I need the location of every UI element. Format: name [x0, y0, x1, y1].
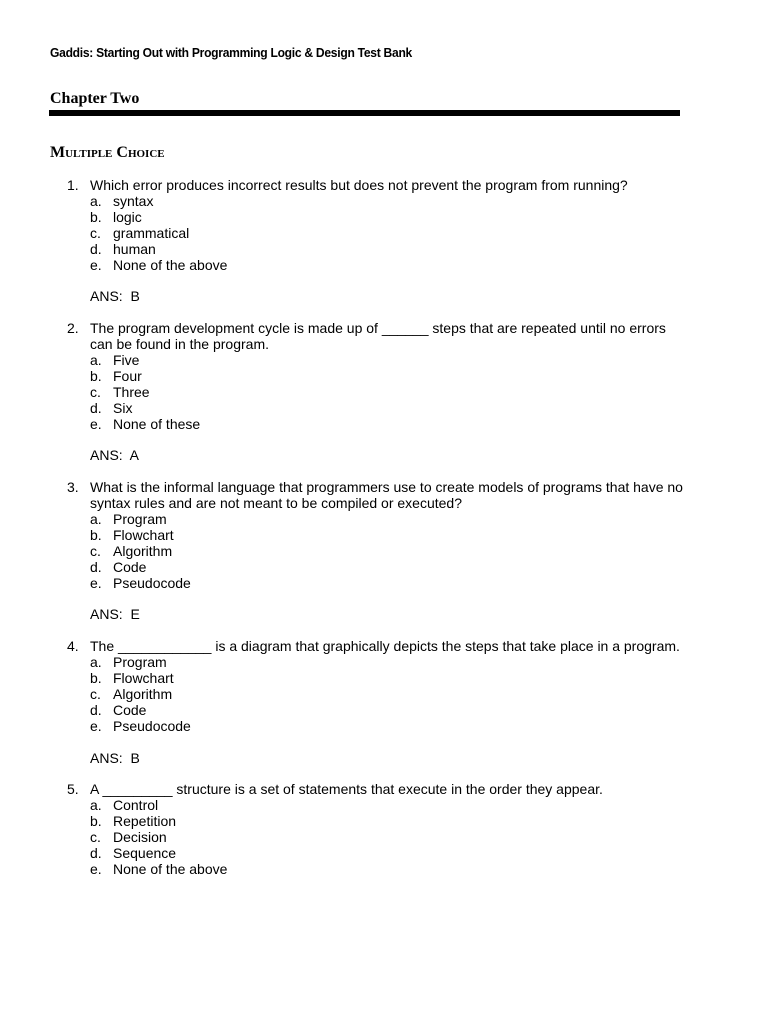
- option-text: logic: [113, 208, 142, 225]
- option-a: [0, 512, 768, 528]
- chapter-divider: [49, 110, 680, 116]
- question-3: [0, 480, 768, 623]
- question-text: Which error produces incorrect results but does not prevent the program from running?: [90, 177, 628, 193]
- option-d: [0, 846, 768, 862]
- answer-key: ANS: A: [90, 447, 140, 464]
- option-letter: a.: [90, 192, 102, 209]
- option-b: [0, 210, 768, 226]
- option-text: Program: [113, 510, 167, 527]
- option-text: grammatical: [113, 224, 190, 241]
- question-1: [0, 178, 768, 305]
- option-e: [0, 862, 768, 878]
- option-text: Flowchart: [113, 526, 174, 543]
- question-text: A _________ structure is a set of statements that execute in the order they appear.: [90, 781, 603, 798]
- option-letter: c.: [90, 685, 101, 702]
- option-text: Code: [113, 558, 147, 575]
- option-a: [0, 655, 768, 671]
- option-e: [0, 576, 768, 592]
- option-text: syntax: [113, 192, 154, 209]
- option-d: [0, 401, 768, 417]
- option-letter: b.: [90, 208, 102, 225]
- option-c: [0, 385, 768, 401]
- option-text: Algorithm: [113, 542, 173, 559]
- option-text: Sequence: [113, 844, 177, 861]
- question-list: [0, 178, 768, 894]
- question-number: 3.: [67, 479, 79, 496]
- option-e: [0, 258, 768, 274]
- option-letter: d.: [90, 399, 102, 416]
- answer-key: ANS: B: [90, 749, 140, 766]
- option-letter: b.: [90, 813, 102, 830]
- option-e: [0, 719, 768, 735]
- option-text: Algorithm: [113, 685, 173, 702]
- option-e: [0, 417, 768, 433]
- option-text: Pseudocode: [113, 717, 191, 734]
- option-letter: d.: [90, 240, 102, 257]
- option-letter: d.: [90, 701, 102, 718]
- option-c: [0, 544, 768, 560]
- option-letter: e.: [90, 574, 102, 591]
- option-letter: e.: [90, 860, 102, 877]
- question-stem: [0, 639, 690, 655]
- question-text: The program development cycle is made up of ______ steps that are repeated until no errors can be found in the program.: [90, 320, 666, 353]
- option-text: Five: [113, 351, 140, 368]
- option-letter: b.: [90, 526, 102, 543]
- option-d: [0, 242, 768, 258]
- option-text: human: [113, 240, 156, 257]
- option-text: None of these: [113, 415, 201, 432]
- question-2: [0, 321, 768, 464]
- question-text: The ____________ is a diagram that graphically depicts the steps that take place in a program.: [90, 638, 680, 655]
- option-letter: a.: [90, 654, 102, 671]
- option-letter: a.: [90, 510, 102, 527]
- option-letter: a.: [90, 797, 102, 814]
- option-d: [0, 560, 768, 576]
- option-text: Three: [113, 383, 150, 400]
- question-number: 1.: [67, 177, 79, 193]
- option-text: Repetition: [113, 813, 177, 830]
- question-4: [0, 639, 768, 766]
- section-title: Multiple Choice: [50, 144, 165, 161]
- option-list: [0, 798, 768, 878]
- option-letter: c.: [90, 829, 101, 846]
- option-letter: d.: [90, 844, 102, 861]
- option-c: [0, 226, 768, 242]
- running-header: Gaddis: Starting Out with Programming Logic & Design Test Bank: [50, 45, 413, 60]
- question-number: 4.: [67, 638, 79, 655]
- option-letter: e.: [90, 717, 102, 734]
- option-text: Program: [113, 654, 167, 671]
- option-letter: a.: [90, 351, 102, 368]
- option-c: [0, 830, 768, 846]
- option-a: [0, 353, 768, 369]
- option-letter: b.: [90, 670, 102, 686]
- option-b: [0, 814, 768, 830]
- question-stem: [0, 480, 690, 512]
- option-text: Decision: [113, 829, 167, 846]
- option-b: [0, 369, 768, 385]
- option-text: Flowchart: [113, 670, 174, 686]
- question-number: 5.: [67, 781, 79, 798]
- option-text: Code: [113, 701, 147, 718]
- option-a: [0, 798, 768, 814]
- option-letter: d.: [90, 558, 102, 575]
- question-text: What is the informal language that programmers use to create models of programs that have no syntax rules and are not meant to be compiled or executed?: [90, 479, 683, 512]
- chapter-title: Chapter Two: [50, 90, 140, 107]
- answer-key: ANS: E: [90, 606, 140, 623]
- option-list: [0, 194, 768, 274]
- option-list: [0, 512, 768, 592]
- option-b: [0, 528, 768, 544]
- option-text: Four: [113, 367, 142, 384]
- option-text: None of the above: [113, 256, 228, 273]
- option-letter: c.: [90, 224, 101, 241]
- option-d: [0, 703, 768, 719]
- option-c: [0, 687, 768, 703]
- question-5: [0, 782, 768, 877]
- option-text: None of the above: [113, 860, 228, 877]
- option-text: Control: [113, 797, 159, 814]
- question-stem: [0, 178, 690, 194]
- option-letter: e.: [90, 415, 102, 432]
- option-text: Six: [113, 399, 133, 416]
- question-stem: [0, 782, 690, 798]
- option-letter: c.: [90, 542, 101, 559]
- option-letter: b.: [90, 367, 102, 384]
- option-letter: c.: [90, 383, 101, 400]
- option-a: [0, 194, 768, 210]
- option-letter: e.: [90, 256, 102, 273]
- question-stem: [0, 321, 690, 353]
- option-list: [0, 353, 768, 433]
- option-text: Pseudocode: [113, 574, 191, 591]
- option-b: [0, 671, 768, 687]
- question-number: 2.: [67, 320, 79, 337]
- answer-key: ANS: B: [90, 288, 140, 305]
- option-list: [0, 655, 768, 735]
